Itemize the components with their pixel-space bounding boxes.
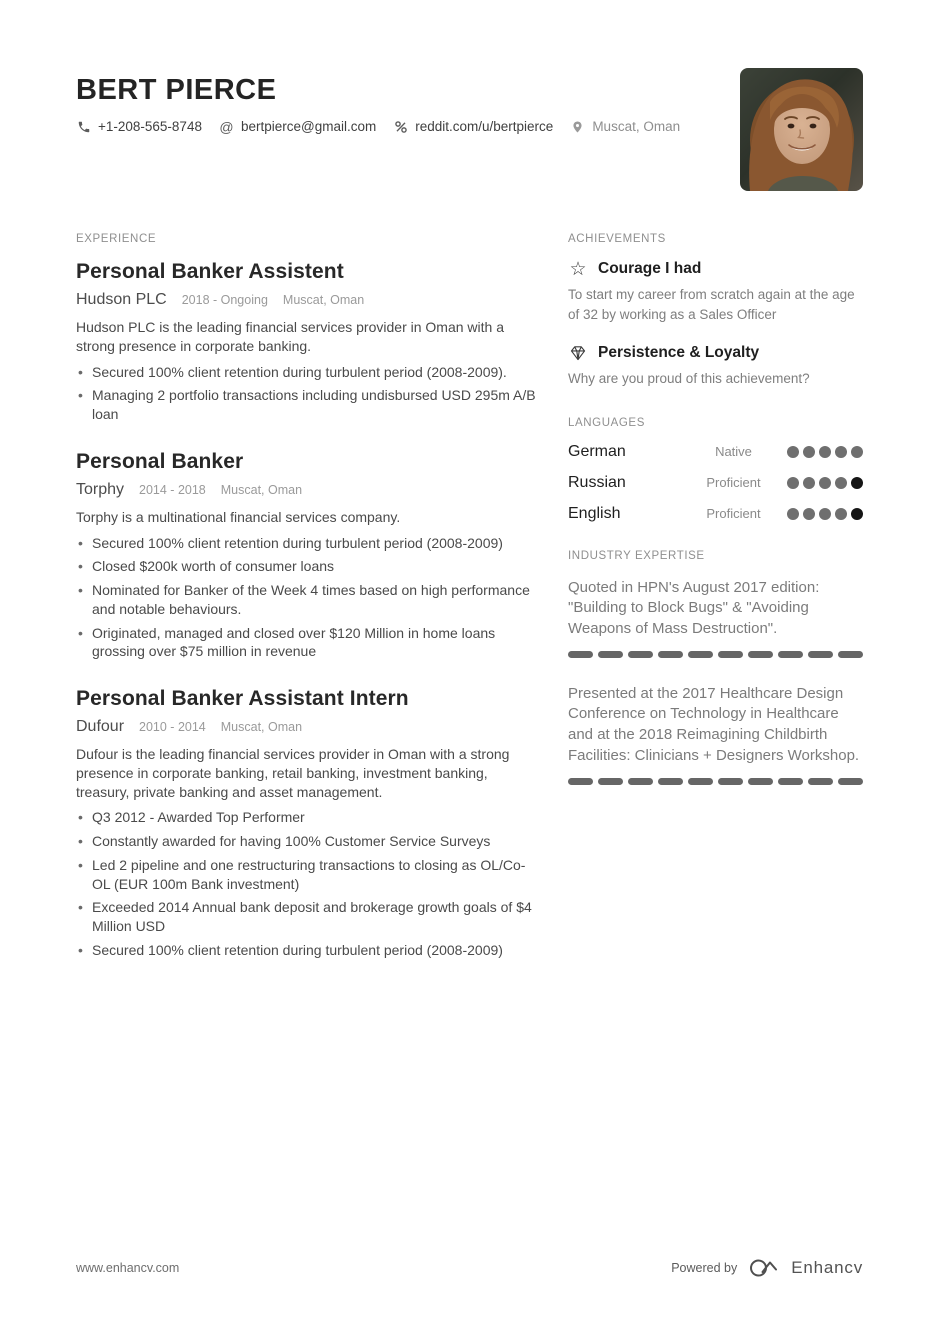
level-segment — [838, 651, 863, 658]
level-segment — [808, 651, 833, 658]
level-dot — [819, 477, 831, 489]
footer-website-link[interactable]: www.enhancv.com — [76, 1261, 180, 1275]
level-dot — [787, 446, 799, 458]
industry-expertise-section-label: INDUSTRY EXPERTISE — [568, 549, 705, 562]
level-dot — [787, 477, 799, 489]
email-address[interactable]: bertpierce@gmail.com — [240, 119, 377, 134]
level-dot — [803, 446, 815, 458]
profile-link-contact[interactable] — [393, 119, 553, 134]
contact-row — [76, 119, 680, 134]
experience-section — [76, 233, 540, 986]
enhancv-brand-name[interactable]: Enhancv — [791, 1258, 863, 1277]
job-company: Hudson PLC — [76, 291, 167, 308]
job-bullets — [76, 534, 540, 662]
language-level: Native — [715, 444, 752, 460]
expertise-text: Presented at the 2017 Healthcare Design Conference on Technology in Healthcare and at the 2018 Reimagining Childbirth Facilities: Clinicians + Designers Workshop. — [568, 684, 860, 764]
level-segment — [688, 778, 713, 785]
experience-section-label: EXPERIENCE — [76, 233, 157, 245]
powered-by-label: Powered by — [671, 1261, 738, 1275]
job-location: Muscat, Oman — [220, 482, 303, 497]
level-segment — [658, 778, 683, 785]
expertise-item — [568, 578, 863, 658]
achievement-title: Persistence & Loyalty — [598, 344, 760, 362]
job-title: Personal Banker Assistant Intern — [76, 687, 409, 710]
job-bullet: • Originated, managed and closed over $120 Million in home loans grossing over $75 million in revenue — [76, 624, 540, 662]
level-dot — [835, 446, 847, 458]
expertise-level-bar — [568, 651, 863, 658]
level-dot — [819, 508, 831, 520]
job-bullet: • Led 2 pipeline and one restructuring transactions to closing as OL/Co-OL (EUR 100m Bank investment) — [76, 856, 540, 894]
language-rows — [568, 443, 863, 523]
expertise-level-bar — [568, 778, 863, 785]
location-text: Muscat, Oman — [592, 119, 681, 134]
job-bullet: • Secured 100% client retention during turbulent period (2008-2009). — [76, 363, 540, 382]
achievement-description: To start my career from scratch again at the age of 32 by working as a Sales Officer — [568, 287, 855, 322]
level-dot — [835, 508, 847, 520]
level-dot — [787, 508, 799, 520]
languages-section-label: LANGUAGES — [568, 416, 645, 429]
level-dot — [835, 477, 847, 489]
job-dates: 2010 - 2014 — [139, 720, 206, 734]
level-segment — [598, 651, 623, 658]
job-dates: 2014 - 2018 — [139, 482, 206, 497]
job-summary: Dufour is the leading financial services provider in Oman with a strong presence in corporate banking, retail banking, investment banking, treasury, private banking and asset management. — [76, 746, 510, 800]
level-segment — [688, 651, 713, 658]
job-bullets — [76, 363, 540, 424]
job-meta — [76, 718, 540, 736]
level-dot — [803, 508, 815, 520]
job-bullet: • Exceeded 2014 Annual bank deposit and brokerage growth goals of $4 Million USD — [76, 898, 540, 936]
profile-photo — [740, 68, 863, 191]
language-level: Proficient — [706, 475, 761, 491]
expertise-item — [568, 684, 863, 785]
language-level-dots — [787, 446, 863, 458]
job-bullet: • Secured 100% client retention during turbulent period (2008-2009) — [76, 941, 540, 960]
email-contact[interactable] — [219, 119, 376, 134]
level-dot — [851, 477, 863, 489]
job-location: Muscat, Oman — [220, 720, 303, 734]
achievement-title: Courage I had — [598, 260, 702, 277]
achievements-section-label: ACHIEVEMENTS — [568, 233, 666, 245]
job-title: Personal Banker Assistent — [76, 260, 344, 283]
job-title: Personal Banker — [76, 449, 244, 473]
header-left — [76, 68, 680, 134]
job-location: Muscat, Oman — [282, 293, 365, 307]
level-segment — [778, 651, 803, 658]
job-bullet: • Q3 2012 - Awarded Top Performer — [76, 808, 540, 827]
language-row — [568, 474, 863, 492]
job-bullet: • Secured 100% client retention during turbulent period (2008-2009) — [76, 534, 540, 553]
gem-icon — [568, 343, 588, 363]
level-dot — [851, 508, 863, 520]
industry-expertise-section — [568, 550, 863, 785]
job-meta — [76, 291, 540, 309]
job-meta — [76, 481, 540, 499]
language-row — [568, 505, 863, 523]
location-pin-icon — [570, 119, 585, 134]
job-summary: Torphy is a multinational financial services company. — [76, 508, 401, 525]
job-bullet: • Nominated for Banker of the Week 4 times based on high performance and notable behaviours. — [76, 581, 540, 619]
achievement-item — [568, 343, 863, 389]
job-entry — [76, 260, 540, 424]
level-segment — [718, 651, 743, 658]
profile-photo-image — [740, 68, 863, 191]
jobs — [76, 260, 540, 960]
phone-number: +1-208-565-8748 — [98, 119, 202, 134]
profile-link-text[interactable]: reddit.com/u/bertpierce — [415, 119, 554, 134]
level-segment — [658, 651, 683, 658]
job-bullet: • Managing 2 portfolio transactions including undisbursed USD 295m A/B loan — [76, 386, 540, 424]
level-dot — [803, 477, 815, 489]
at-icon: @ — [219, 118, 234, 135]
languages-section — [568, 417, 863, 523]
level-segment — [838, 778, 863, 785]
level-segment — [628, 778, 653, 785]
location-contact — [570, 119, 680, 134]
achievement-description: Why are you proud of this achievement? — [568, 371, 810, 387]
level-segment — [808, 778, 833, 785]
job-dates: 2018 - Ongoing — [181, 293, 268, 307]
job-bullets — [76, 808, 540, 959]
language-name: Russian — [568, 473, 626, 491]
phone-icon — [76, 119, 91, 134]
level-segment — [568, 651, 593, 658]
language-level-dots — [787, 508, 863, 520]
achievement-item — [568, 259, 863, 324]
job-company: Dufour — [76, 718, 125, 735]
footer — [76, 1258, 863, 1278]
phone-contact — [76, 119, 202, 134]
level-segment — [628, 651, 653, 658]
level-dot — [851, 446, 863, 458]
language-level: Proficient — [706, 506, 761, 522]
achievements-section — [568, 233, 863, 389]
language-level-dots — [787, 477, 863, 489]
level-segment — [748, 651, 773, 658]
level-segment — [568, 778, 593, 785]
level-segment — [748, 778, 773, 785]
job-company: Torphy — [76, 480, 125, 498]
link-icon — [393, 119, 408, 134]
level-segment — [598, 778, 623, 785]
candidate-name: BERT PIERCE — [76, 74, 277, 106]
header — [76, 68, 863, 191]
job-bullet: • Closed $200k worth of consumer loans — [76, 557, 540, 576]
language-name: German — [568, 442, 626, 460]
language-row — [568, 443, 863, 461]
job-bullet: • Constantly awarded for having 100% Customer Service Surveys — [76, 832, 540, 851]
level-segment — [718, 778, 743, 785]
job-entry — [76, 687, 540, 960]
language-name: English — [568, 504, 621, 522]
level-dot — [819, 446, 831, 458]
level-segment — [778, 778, 803, 785]
expertise-text: Quoted in HPN's August 2017 edition: "Building to Block Bugs" & "Avoiding Weapons of Mass Destruction". — [568, 578, 820, 638]
expertise-items — [568, 578, 863, 785]
right-column — [568, 233, 863, 986]
job-entry — [76, 450, 540, 661]
job-summary: Hudson PLC is the leading financial services provider in Oman with a strong presence in corporate banking. — [76, 319, 504, 354]
enhancv-logo-icon[interactable] — [749, 1258, 779, 1278]
star-icon: ☆ — [569, 258, 587, 280]
